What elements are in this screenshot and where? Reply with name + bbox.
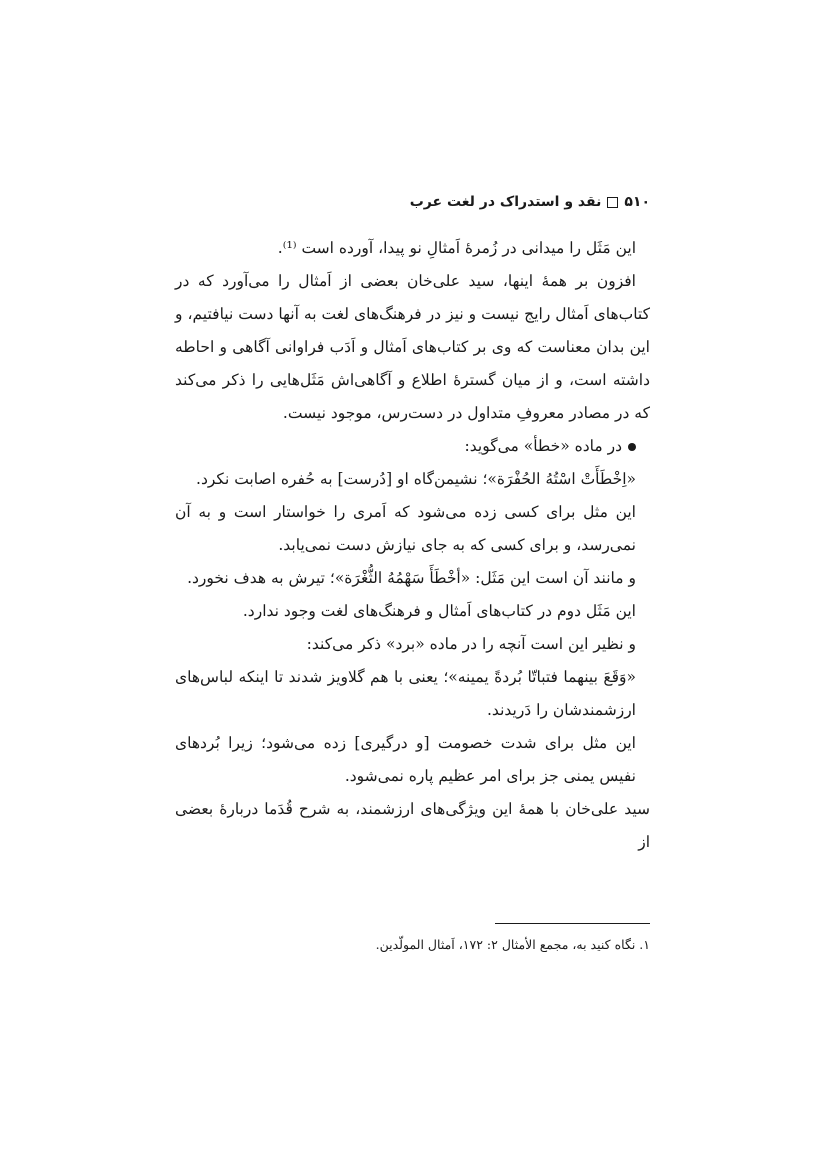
quote-similar: و مانند آن است این مَثَل: «أخْطَأَ سَهْمُهُ الثُّغْرَة»؛ تیرش به هدف نخورد. — [187, 569, 636, 587]
paragraph: و نظیر این است آنچه را در ماده «برد» ذکر می‌کند: — [306, 635, 636, 653]
paragraph: افزون بر همهٔ اینها، سید علی‌خان بعضی از اَمثال را می‌آورد که در کتاب‌های اَمثال رایج نیست و نیز در فرهنگ‌های لغت به آنها دست نیافتیم، و این بدان معناست که وی بر کتاب‌های اَمثال و اَدَب فراوانی آگاهی و احاطه داشته است، و از میان گسترهٔ اطلاع و آگاهی‌اش مَثَل‌هایی را ذکر می‌کند که در مصادر معروفِ متداول در دست‌رس، موجود نیست. — [175, 272, 650, 422]
bullet-text: در ماده «خطأ» می‌گوید: — [464, 437, 622, 455]
quote: «اِخْطَأَتْ اسْتُهُ الحُفْرَة»؛ نشیمن‌گاه او [دُرست] به حُفره اصابت نکرد. — [196, 470, 636, 488]
square-icon — [607, 197, 618, 208]
body-text — [175, 232, 650, 859]
bullet-item — [175, 430, 650, 463]
running-header — [410, 194, 650, 210]
quote-explanation: این مثل برای شدت خصومت [و درگیری] زده می‌شود؛ زیرا بُردهای نفیس یمنی جز برای امر عظیم پاره نمی‌شود. — [175, 734, 636, 785]
quote-explanation: این مثل برای کسی زده می‌شود که اَمری را خواستار است و به آن نمی‌رسد، و برای کسی که به جای نیازش دست نمی‌یابد. — [175, 503, 636, 554]
page-number: ۵۱۰ — [624, 194, 650, 210]
header-title: نقد و استدراک در لغت عرب — [409, 194, 602, 210]
paragraph: این مَثَل دوم در کتاب‌های اَمثال و فرهنگ‌های لغت وجود ندارد. — [242, 602, 636, 620]
footnote-rule — [495, 923, 650, 924]
bullet-icon — [628, 443, 636, 451]
paragraph: سید علی‌خان با همهٔ این ویژگی‌های ارزشمند، به شرح قُدَما دربارهٔ بعضی از — [175, 800, 650, 851]
paragraph: این مَثَل را میدانی در زُمرهٔ اَمثالِ نو پیدا، آورده است ⁽¹⁾. — [277, 239, 636, 257]
footnote: ۱. نگاه کنید به، مجمع الأمثال ۲: ۱۷۲، اَمثال المولّدین. — [375, 937, 650, 952]
quote: «وَقَعَ بینهما فتباتّا بُردةً یمینه»؛ یعنی با هم گلاویز شدند تا اینکه لباس‌های ارزشمندشان را دَریدند. — [175, 668, 636, 719]
